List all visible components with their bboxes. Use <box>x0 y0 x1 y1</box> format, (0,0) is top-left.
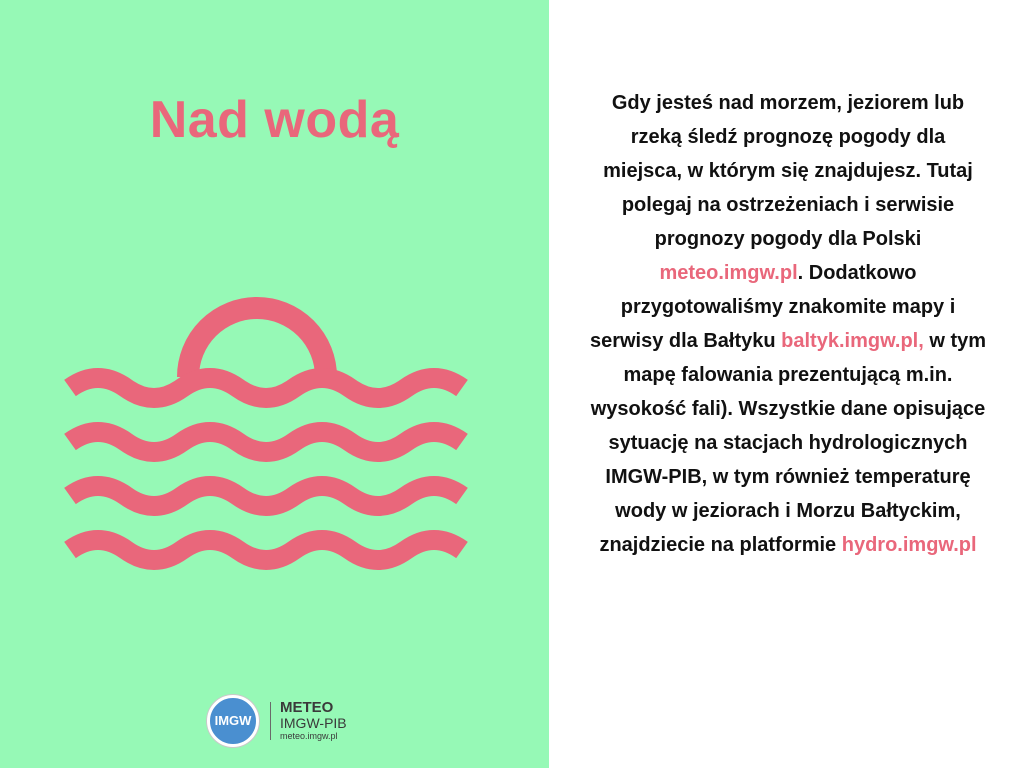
wave-1 <box>70 378 462 398</box>
logo-subtitle: IMGW-PIB <box>280 715 347 731</box>
badge-text: IMGW <box>214 713 252 728</box>
text-part: w tym mapę falowania prezentującą m.in. wysokość fali). Wszystkie dane opisujące sytuację na stacjach hydrologicznych IMGW-PIB, w tym również temperaturę wody w jeziorach i Morzu Bałtyckim, znajdziecie na platformie <box>590 330 987 556</box>
logo-divider <box>270 702 271 740</box>
logo-url: meteo.imgw.pl <box>280 731 338 741</box>
meteo-imgw-logo[interactable] <box>207 695 347 747</box>
logo-title: METEO <box>280 699 334 716</box>
wave-4 <box>70 540 462 560</box>
imgw-badge-icon <box>207 695 259 747</box>
sun-over-waves-icon <box>60 280 480 580</box>
wave-2 <box>70 432 462 452</box>
slide-title: Nad wodą <box>149 91 400 149</box>
text-part: . Dodatkowo przygotowaliśmy znakomite mapy i serwisy dla Bałtyku <box>589 262 956 352</box>
hydro-link[interactable]: hydro.imgw.pl <box>841 534 977 556</box>
baltyk-link[interactable]: baltyk.imgw.pl, <box>781 330 924 352</box>
body-text <box>589 86 987 562</box>
meteo-link[interactable]: meteo.imgw.pl <box>659 262 798 284</box>
wave-3 <box>70 486 462 506</box>
text-part: Gdy jesteś nad morzem, jeziorem lub rzeką śledź prognozę pogody dla miejsca, w którym się znajdujesz. Tutaj polegaj na ostrzeżeniach i serwisie prognozy pogody dla Polski <box>603 92 973 250</box>
sun-icon <box>188 308 326 377</box>
logo-text <box>280 700 347 742</box>
